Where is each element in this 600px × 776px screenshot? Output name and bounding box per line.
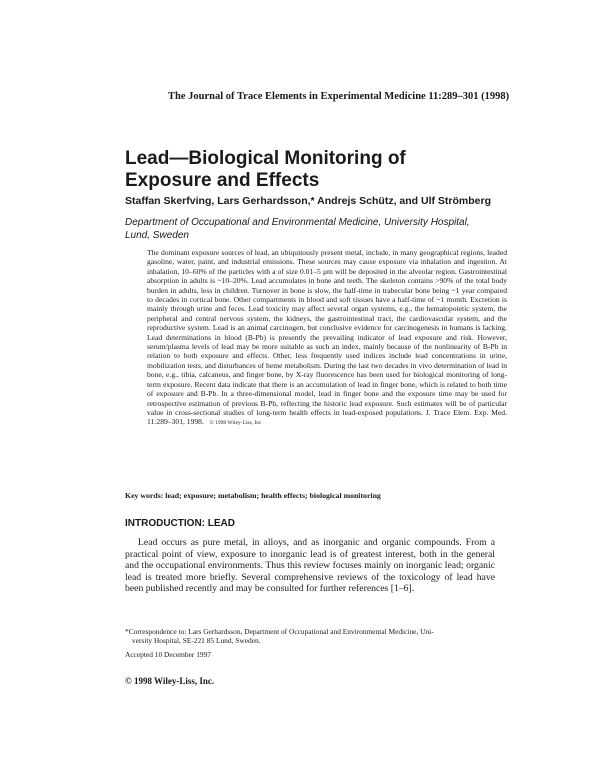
publisher-copyright: © 1998 Wiley-Liss, Inc. [125,676,215,686]
authors: Staffan Skerfving, Lars Gerhardsson,* Andrejs Schütz, and Ulf Strömberg [125,195,492,207]
article-title [125,148,525,192]
abstract-text: The dominant exposure sources of lead, an ubiquitously present metal, include, in many geographical regions, leaded gasoline, water, paint, and industrial emissions. These sources may cause exposure via inhalation and ingestion. At inhalation, 10–60% of the particles with a of size 0.01–5 μm will be deposited in the alveolar region. Gastrointestinal absorption in adults is ~10–20%. Lead accumulates in bone and teeth. The skeleton contains >90% of the total body burden in adults, less in children. Turnover in bone is slow, the half-time in trabecular bone being ~1 year compared to decades in cortical bone. Other compartments in blood and soft tissues have a half-time of ~1 month. Excretion is mainly through urine and feces. Lead toxicity may affect several organ systems, e.g., the hematopoietic system, the peripheral and central nervous system, the kidneys, the gastrointestinal tract, the cardiovascular system, and the reproductive system. Lead is an animal carcinogen, but conclusive evidence for carcinogenesis in humans is lacking. Lead determinations in blood (B-Pb) is presently the prevailing indicator of lead exposure and risk. However, serum/plasma levels of lead may be more suitable as such an index, mainly because of the nonlinearity of B-Pb in relation to both exposure and effects. Other, less frequently used indices include lead concentrations in urine, mobilization tests, and disturbances of heme metabolism. During the last two decades in vivo determination of lead in bone, e.g., tibia, calcaneus, and finger bone, by X-ray fluorescence has been used for biological monitoring of long-term exposure. Recent data indicate that there is an accumulation of lead in finger bone, which is related to both time of exposure and B-Pb. In a three-dimensional model, lead in finger bone and the exposure time may be used for retrospective estimation of previous B-Pb, reflecting the historic lead exposure. Such estimates will be of particular value in cross-sectional studies of long-term health effects in lead-exposed populations. J. Trace Elem. Exp. Med. 11:289–301, 1998. [147,248,507,427]
affiliation [125,216,505,242]
affiliation-line: Department of Occupational and Environmental Medicine, University Hospital, [125,217,470,228]
title-line: Exposure and Effects [125,170,320,191]
footnote-line: versity Hospital, SE-221 85 Lund, Sweden. [132,636,261,646]
keywords: Key words: lead; exposure; metabolism; health effects; biological monitoring [125,491,381,500]
correspondence-footnote [125,627,495,659]
paragraph: Lead occurs as pure metal, in alloys, and as inorganic and organic compounds. From a practical point of view, exposure to inorganic lead is of greatest interest, both in the general and the occupational environments. Thus this review focuses mainly on inorganic lead; organic lead is treated more briefly. Several comprehensive reviews of the toxicology of lead have been published recently and may be consulted for further references [1–6]. [125,537,495,594]
abstract [147,248,507,429]
footnote-line: *Correspondence to: Lars Gerhardsson, Department of Occupational and Environmental Medicine, Uni- [125,627,434,636]
abstract-copyright: © 1998 Wiley-Liss, Inc [209,420,262,427]
journal-header: The Journal of Trace Elements in Experimental Medicine 11:289–301 (1998) [168,91,510,102]
section-heading: INTRODUCTION: LEAD [125,518,235,529]
accepted-date: Accepted 10 December 1997 [125,649,211,659]
title-line: Lead—Biological Monitoring of [125,148,406,169]
section-body [125,537,495,595]
affiliation-line: Lund, Sweden [125,230,189,241]
